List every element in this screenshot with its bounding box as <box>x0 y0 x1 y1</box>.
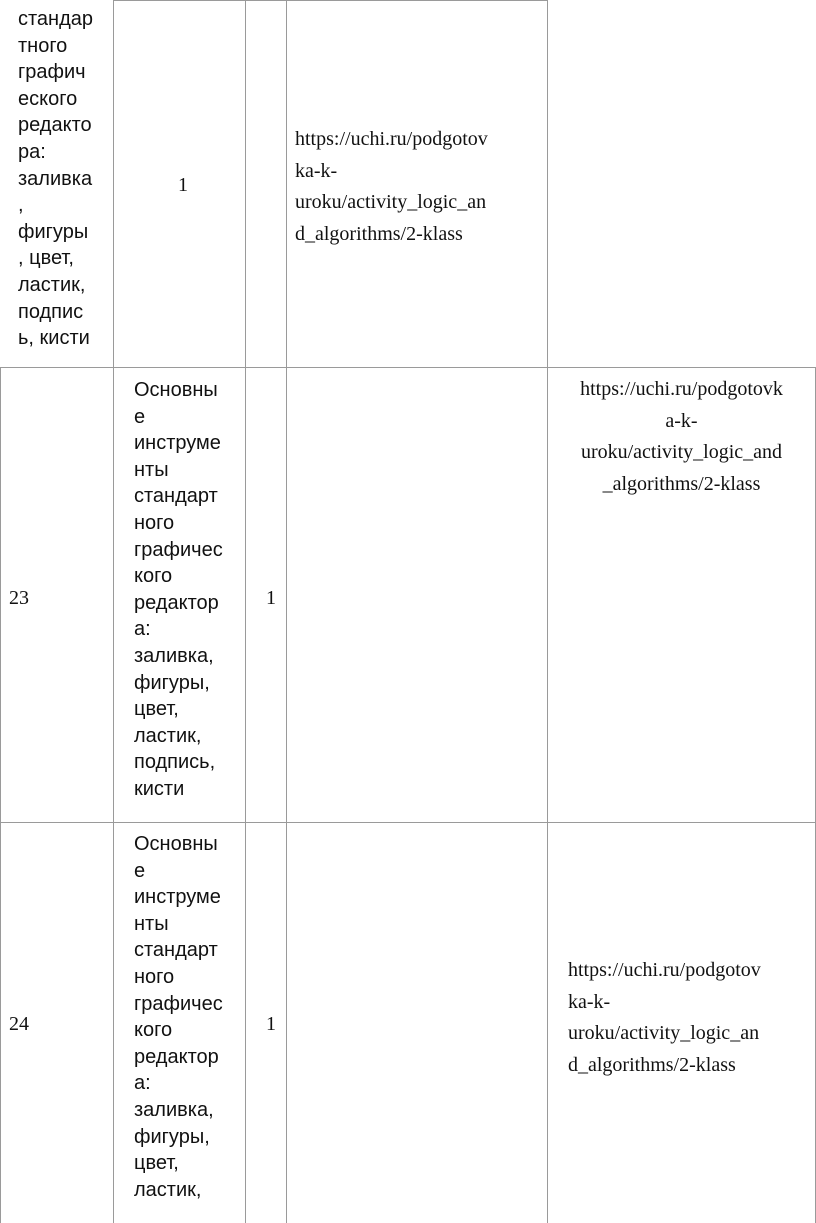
table-row-2-hours: 1 <box>266 587 276 609</box>
table-row-3-hours: 1 <box>266 1013 276 1035</box>
table-row-3-number: 24 <box>9 1013 29 1035</box>
table-column-divider <box>245 0 246 1223</box>
table-column-divider <box>286 0 287 1223</box>
table-row-2-number: 23 <box>9 587 29 609</box>
table-border-left <box>0 367 1 1223</box>
table-column-divider <box>113 0 114 1223</box>
table-row-divider <box>0 367 816 368</box>
table-row-3-topic: Основны е инструме нты стандарт ного графичес кого редактор а: заливка, фигуры, цвет, ластик, <box>134 833 223 1201</box>
table-row-divider <box>0 822 816 823</box>
table-row-1-topic: стандар тного графич еского редакто ра: заливка , фигуры , цвет, ластик, подпис ь, кисти <box>18 8 94 350</box>
table-border-top <box>113 0 548 1</box>
table-row-2-resource-link[interactable]: https://uchi.ru/podgotovk a-k- uroku/activity_logic_and _algorithms/2-klass <box>580 378 783 495</box>
table-row-1-resource-link[interactable]: https://uchi.ru/podgotov ka-k- uroku/activity_logic_an d_algorithms/2-klass <box>295 128 488 245</box>
table-row-3-resource-link[interactable]: https://uchi.ru/podgotov ka-k- uroku/activity_logic_an d_algorithms/2-klass <box>568 959 761 1076</box>
table-row-2-topic: Основны е инструме нты стандарт ного графичес кого редактор а: заливка, фигуры, цвет, ластик, подпись, кисти <box>134 379 223 800</box>
table-row-1-hours: 1 <box>178 174 188 196</box>
table-column-divider <box>547 0 548 1223</box>
